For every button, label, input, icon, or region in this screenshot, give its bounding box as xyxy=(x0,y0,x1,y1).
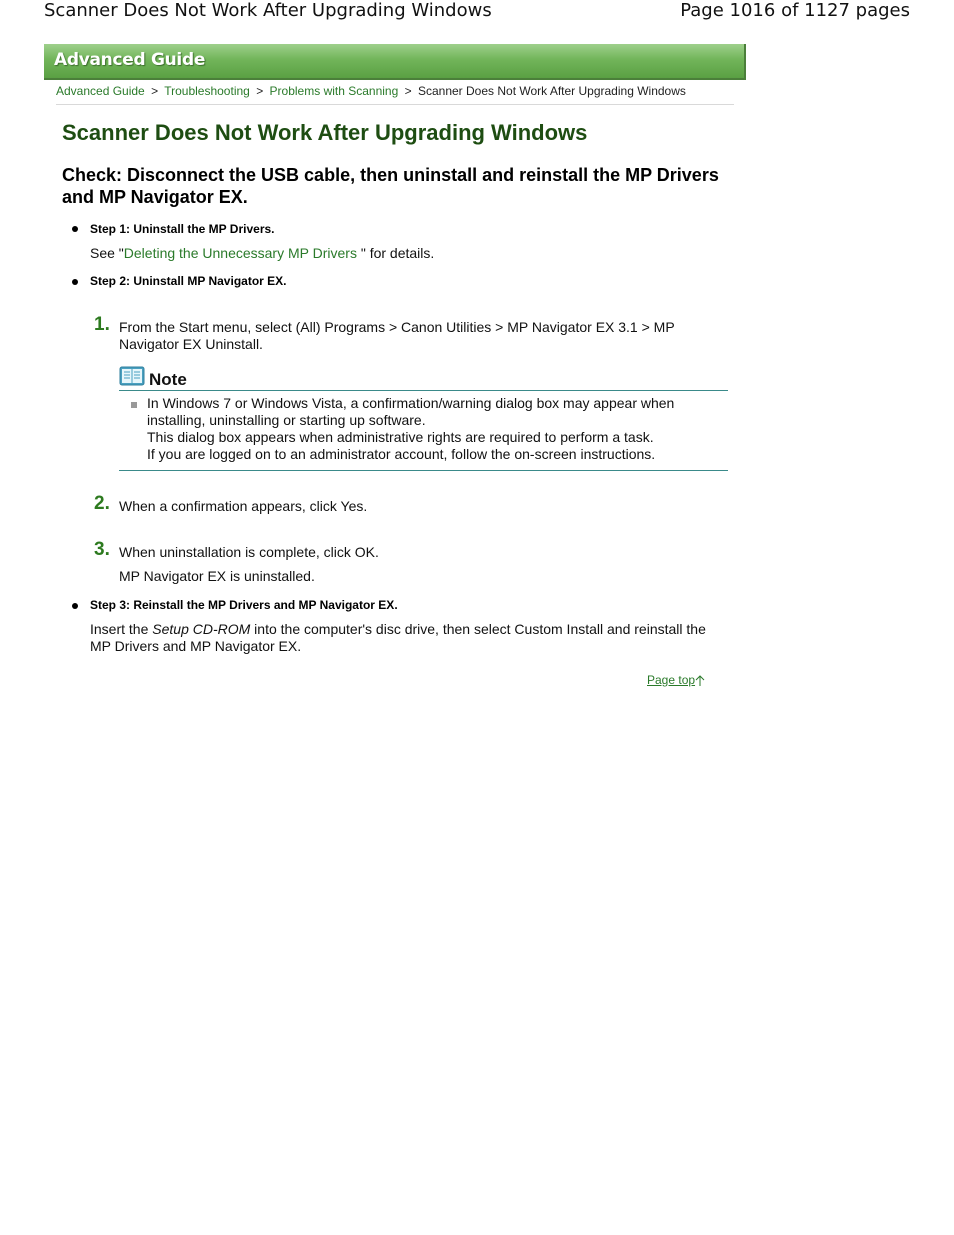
substep-3-text: When uninstallation is complete, click OK. xyxy=(119,544,379,560)
substep-1-number: 1. xyxy=(94,314,110,335)
breadcrumb-separator: > xyxy=(256,84,264,98)
book-note-icon xyxy=(119,366,145,386)
setup-cd-rom-text: Setup CD-ROM xyxy=(152,621,251,637)
bullet-icon xyxy=(72,226,80,234)
step-1-heading: Step 1: Uninstall the MP Drivers. xyxy=(90,222,275,236)
step-3-heading: Step 3: Reinstall the MP Drivers and MP Navigator EX. xyxy=(90,598,398,612)
note-box xyxy=(119,364,728,471)
breadcrumb-link-problems-with-scanning[interactable]: Problems with Scanning xyxy=(269,84,399,98)
breadcrumb-link-troubleshooting[interactable]: Troubleshooting xyxy=(164,84,250,98)
bullet-icon xyxy=(72,279,80,287)
step-1-see-prefix: See " xyxy=(90,245,124,261)
square-bullet-icon xyxy=(131,402,137,408)
page-title: Scanner Does Not Work After Upgrading Windows xyxy=(62,120,588,145)
breadcrumb xyxy=(56,84,686,98)
step-3-text-after: into the computer's disc drive, then select Custom Install and reinstall the MP Drivers and MP Navigator EX. xyxy=(90,621,706,654)
note-text xyxy=(147,395,722,463)
substep-3-result: MP Navigator EX is uninstalled. xyxy=(119,568,315,584)
step-1-text xyxy=(90,245,434,262)
note-divider-bottom xyxy=(119,470,728,471)
up-arrow-icon xyxy=(695,675,705,687)
advanced-guide-banner xyxy=(44,44,746,80)
bullet-icon xyxy=(72,603,80,611)
note-line: This dialog box appears when administrative rights are required to perform a task. xyxy=(147,429,654,445)
step-1-see-suffix: " for details. xyxy=(356,245,435,261)
note-divider-top xyxy=(119,390,728,391)
substep-1-text: From the Start menu, select (All) Programs > Canon Utilities > MP Navigator EX 3.1 > MP Navigator EX Uninstall. xyxy=(119,319,675,352)
substep-2-text: When a confirmation appears, click Yes. xyxy=(119,498,368,514)
document-title: Scanner Does Not Work After Upgrading Windows xyxy=(44,0,492,21)
breadcrumb-separator: > xyxy=(151,84,159,98)
page-top-label: Page top xyxy=(647,673,696,687)
page-top-link[interactable] xyxy=(647,673,705,687)
step-3-text xyxy=(90,621,720,655)
breadcrumb-current: Scanner Does Not Work After Upgrading Windows xyxy=(417,84,686,98)
note-label: Note xyxy=(149,370,187,389)
breadcrumb-divider xyxy=(56,104,734,105)
substep-3-number: 3. xyxy=(94,539,110,560)
step-3-text-before: Insert the xyxy=(90,621,153,637)
note-line: If you are logged on to an administrator account, follow the on-screen instructions. xyxy=(147,446,656,462)
page-indicator: Page 1016 of 1127 pages xyxy=(680,0,910,21)
check-heading: Check: Disconnect the USB cable, then uninstall and reinstall the MP Drivers and MP Navigator EX. xyxy=(62,165,719,207)
breadcrumb-separator: > xyxy=(404,84,412,98)
note-line: In Windows 7 or Windows Vista, a confirmation/warning dialog box may appear when installing, uninstalling or starting up software. xyxy=(147,395,675,428)
breadcrumb-link-advanced-guide[interactable]: Advanced Guide xyxy=(56,84,145,98)
substep-2-number: 2. xyxy=(94,493,110,514)
step-2-heading: Step 2: Uninstall MP Navigator EX. xyxy=(90,274,287,288)
deleting-mp-drivers-link[interactable]: Deleting the Unnecessary MP Drivers xyxy=(123,245,357,261)
banner-label: Advanced Guide xyxy=(54,50,206,70)
